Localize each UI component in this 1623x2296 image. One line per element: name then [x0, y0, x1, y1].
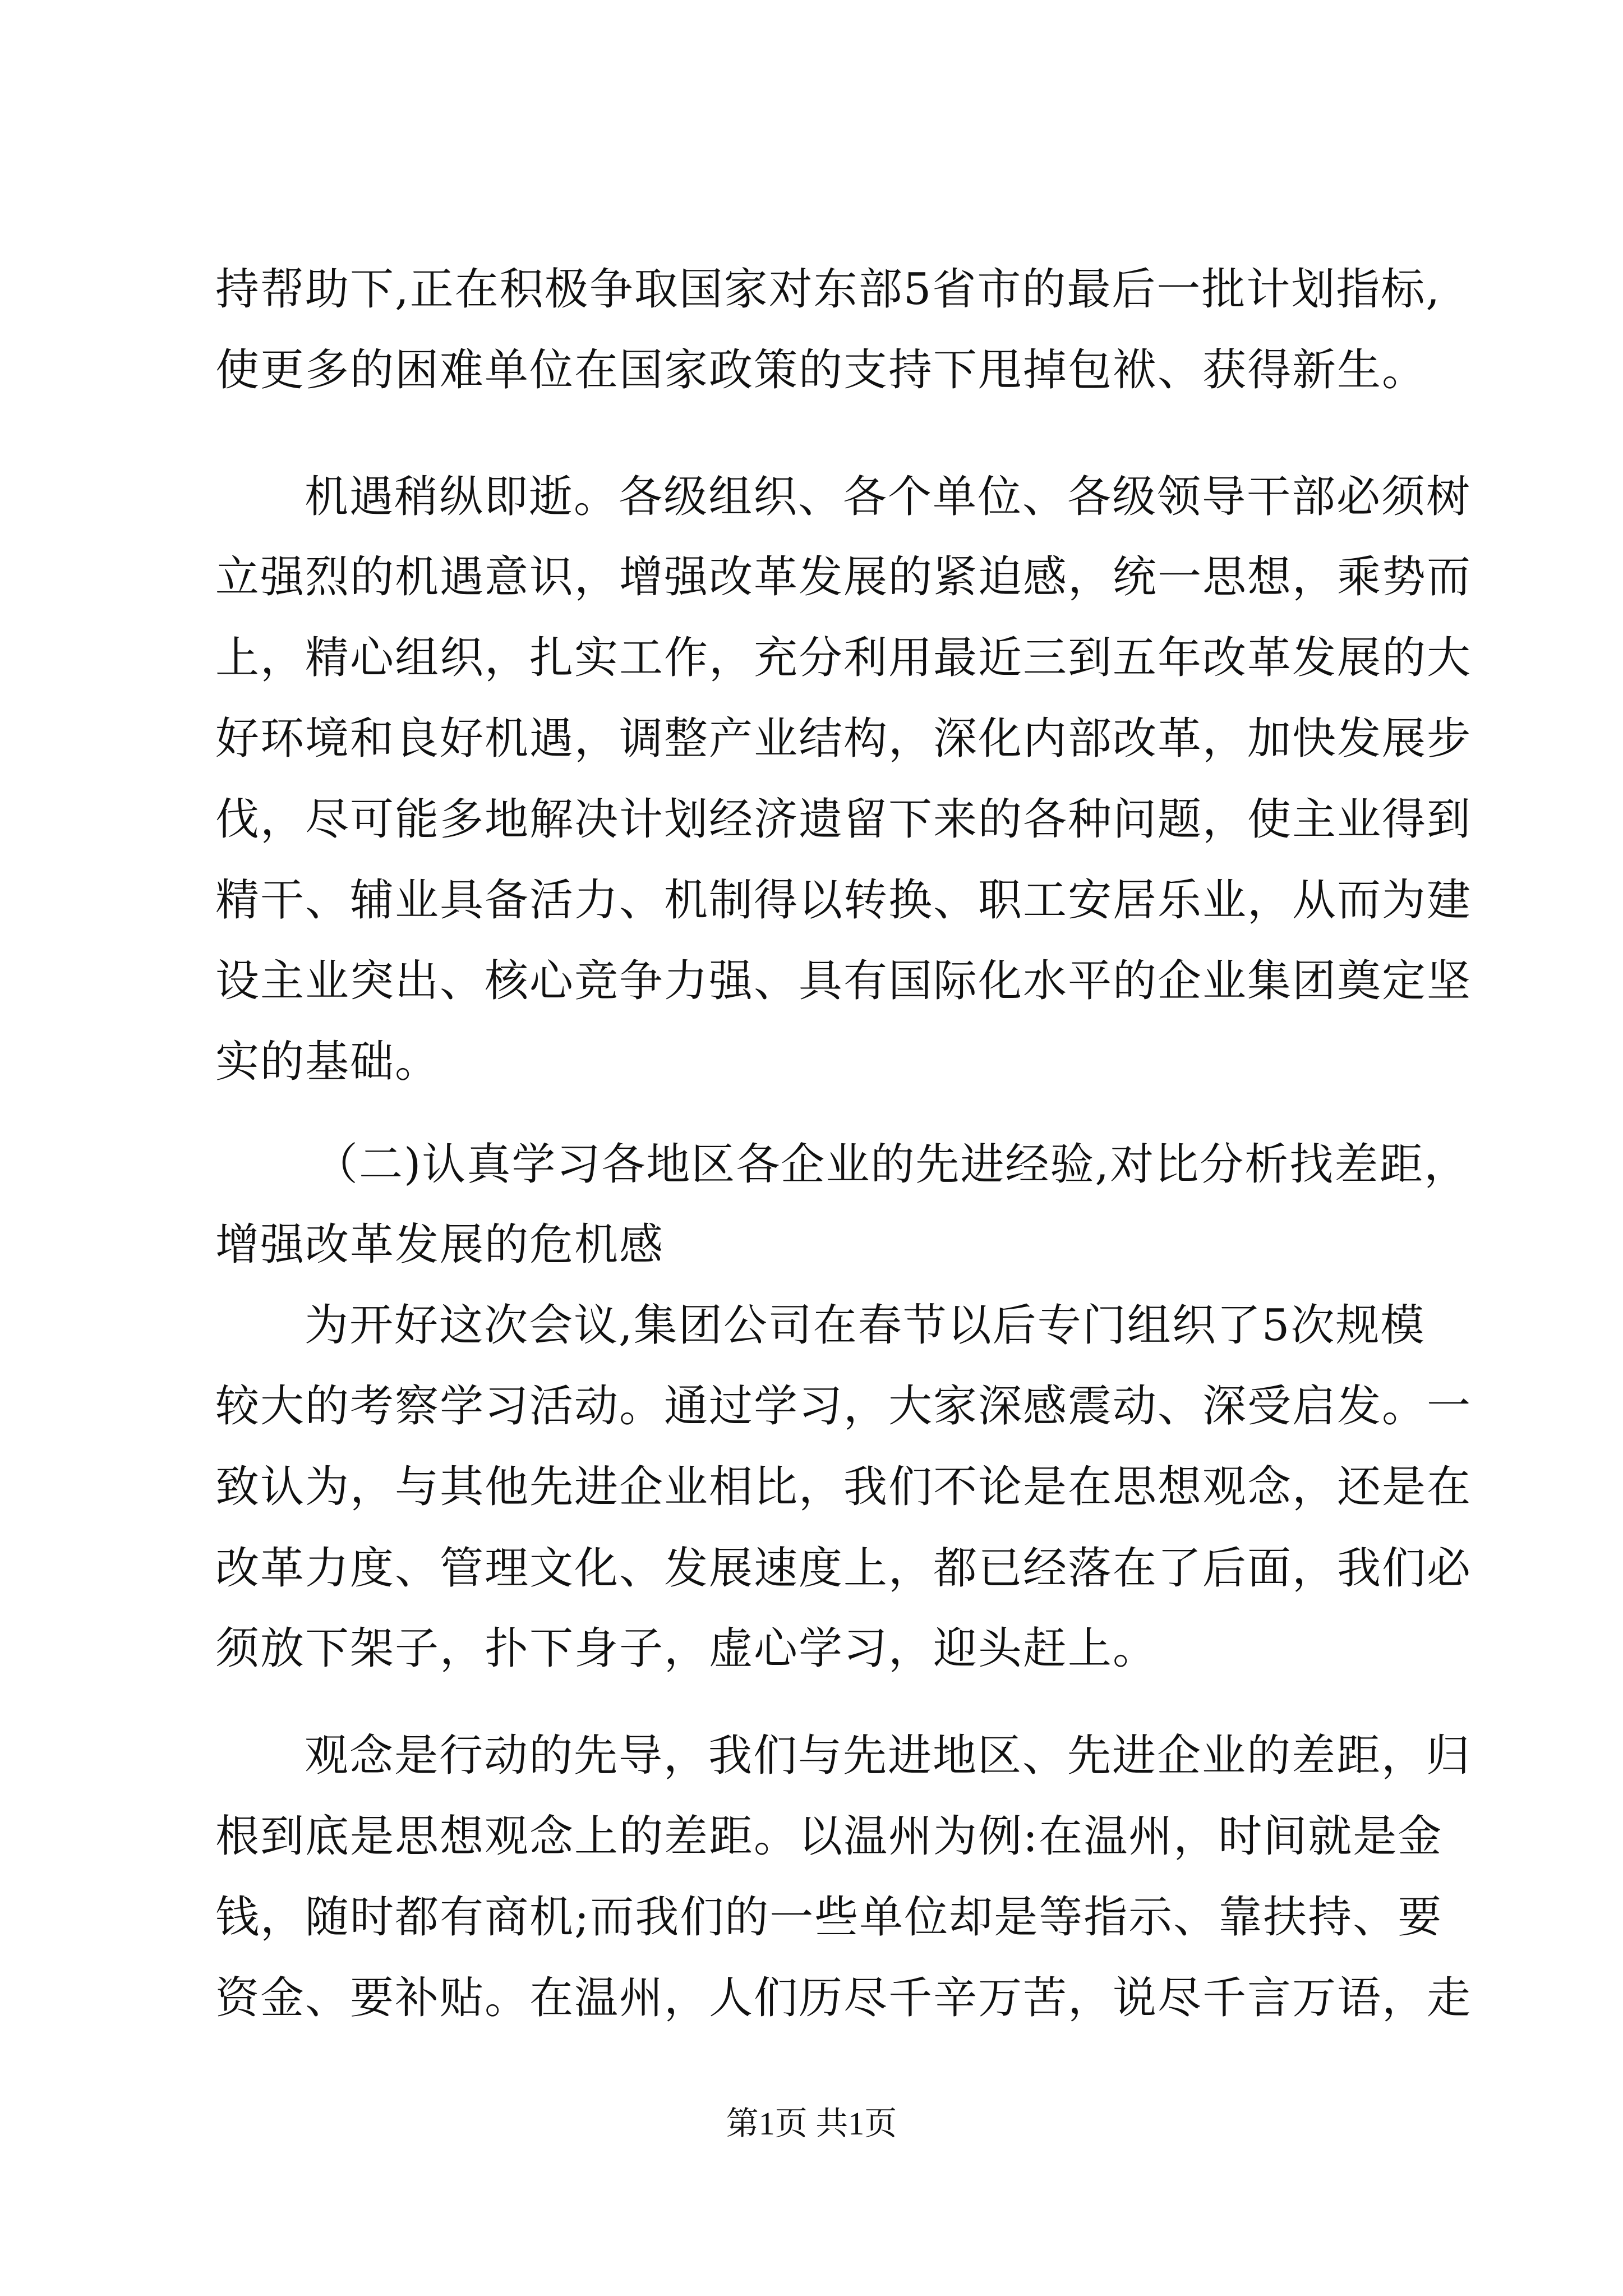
- text-line: 改革力度、管理文化、发展速度上，都已经落在了后面，我们必: [215, 1543, 1472, 1594]
- text-line: 致认为，与其他先进企业相比，我们不论是在思想观念，还是在: [215, 1462, 1472, 1512]
- text-line: 精干、辅业具备活力、机制得以转换、职工安居乐业，从而为建: [215, 875, 1472, 926]
- text-line: 立强烈的机遇意识，增强改革发展的紧迫感，统一思想，乘势而: [215, 552, 1472, 602]
- text-line: 须放下架子，扑下身子，虚心学习，迎头赶上。: [215, 1623, 1158, 1674]
- text-line: 上，精心组织，扎实工作，充分利用最近三到五年改革发展的大: [215, 633, 1472, 683]
- paragraph-first-line: 机遇稍纵即逝。各级组织、各个单位、各级领导干部必须树: [305, 472, 1472, 522]
- text-line: 使更多的困难单位在国家政策的支持下甩掉包袱、获得新生。: [215, 345, 1427, 395]
- text-line: 较大的考察学习活动。通过学习，大家深感震动、深受启发。一: [215, 1381, 1472, 1432]
- paragraph-first-line: 观念是行动的先导，我们与先进地区、先进企业的差距，归: [305, 1731, 1472, 1781]
- page-number-footer: 第1页 共1页: [726, 2105, 897, 2142]
- text-line: 伐，尽可能多地解决计划经济遗留下来的各种问题，使主业得到: [215, 794, 1472, 845]
- section-heading: （二)认真学习各地区各企业的先进经验,对比分析找差距，: [314, 1139, 1469, 1190]
- text-line: 设主业突出、核心竞争力强、具有国际化水平的企业集团奠定坚: [215, 956, 1472, 1006]
- text-line: 持帮助下,正在积极争取国家对东部5省市的最后一批计划指标,: [215, 264, 1441, 315]
- text-line: 钱，随时都有商机;而我们的一些单位却是等指示、靠扶持、要: [215, 1892, 1443, 1943]
- paragraph-first-line: 为开好这次会议,集团公司在春节以后专门组织了5次规模: [305, 1300, 1426, 1351]
- section-heading-continued: 增强改革发展的危机感: [215, 1220, 665, 1270]
- text-line: 资金、要补贴。在温州，人们历尽千辛万苦，说尽千言万语，走: [215, 1973, 1472, 2023]
- text-line: 好环境和良好机遇，调整产业结构，深化内部改革，加快发展步: [215, 714, 1472, 764]
- text-line: 根到底是思想观念上的差距。以温州为例:在温州，时间就是金: [215, 1811, 1443, 1862]
- text-line: 实的基础。: [215, 1037, 440, 1087]
